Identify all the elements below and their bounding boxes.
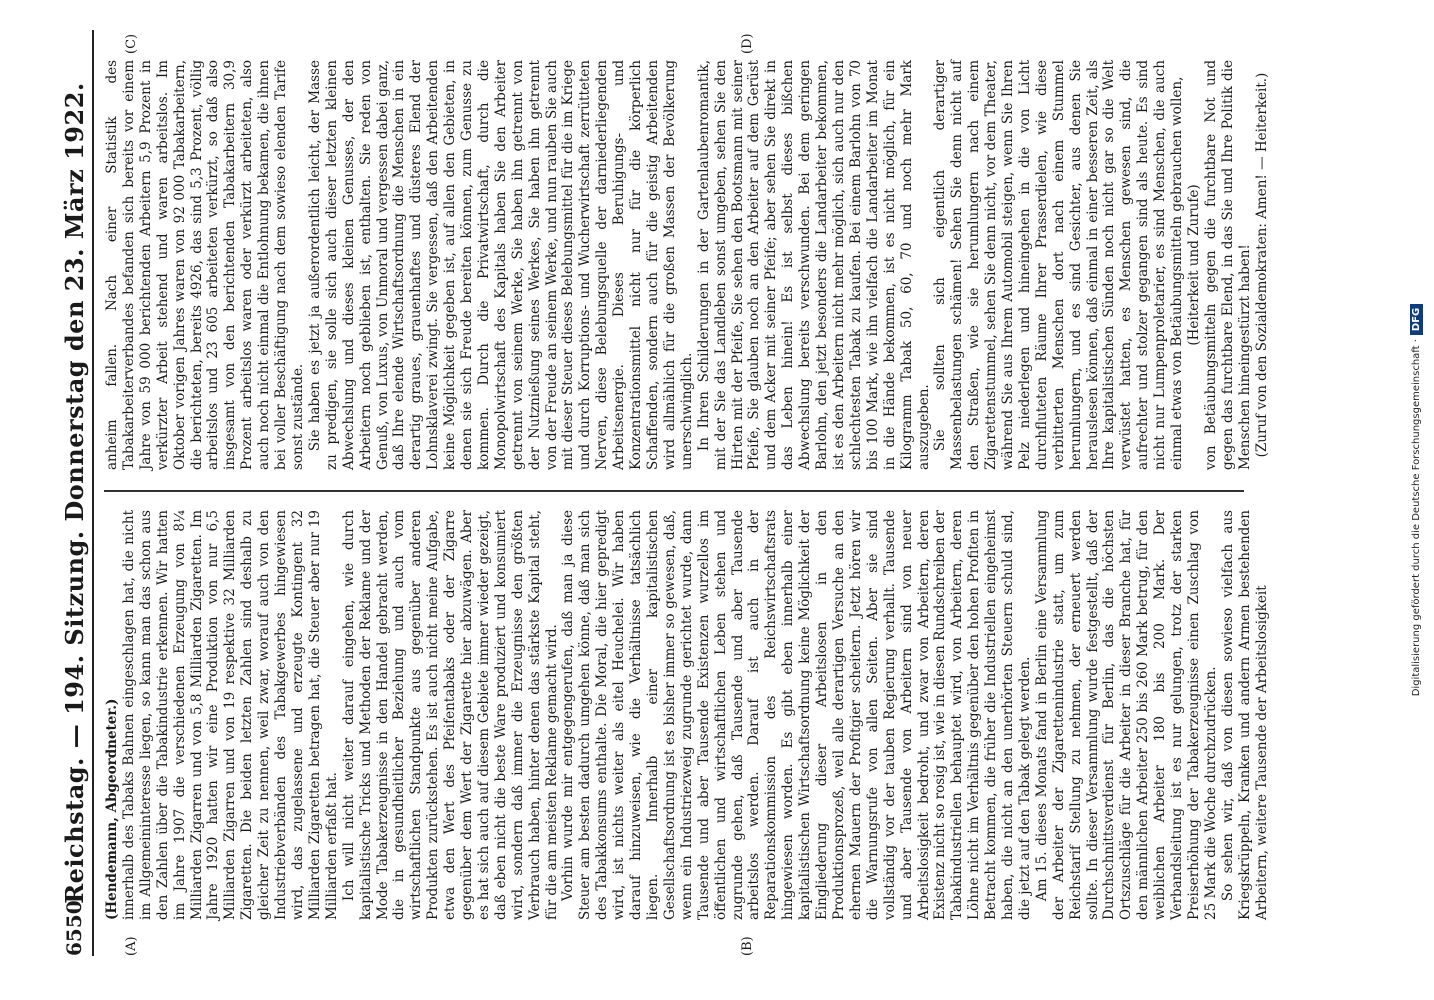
margin-marker-c: (C) — [124, 33, 139, 54]
page-header — [52, 30, 94, 956]
column-divider — [104, 490, 1244, 492]
dfg-logo: DFG — [1410, 304, 1423, 335]
left-column — [104, 510, 1270, 920]
paragraph: Am 15. dieses Monats fand in Berlin eine Versammlung der Arbeiter der Zigarettenindustrie statt, um zum Reichstarif Stellung zu nehmen, der erneuert werden sollte. In dieser Versammlung wurde festgestellt, daß der Durchschnittsverdienst für Berlin, das die höchsten Ortszuschläge für die Arbeiter in dieser Branche hat, für den männlichen Arbeiter 250 bis 260 Mark betrug, für den weiblichen Arbeiter 180 bis 200 Mark. Der Verbandsleitung ist es nur gelungen, trotz der starken Preiserhöhung der Tabakerzeugnisse einen Zuschlag von 25 Mark die Woche durchzudrücken. — [1033, 510, 1219, 920]
margin-marker-a: (A) — [124, 936, 139, 956]
page-title: Reichstag. — 194. Sitzung. Donnerstag den 23. März 1922. — [60, 82, 89, 904]
paragraph: In Ihren Schilderungen in der Gartenlaubenromantik, mit der Sie das Landleben sonst umgeben, sehen Sie den Hirten mit der Pfeife, Sie sehen den Bootsmann mit seiner Pfeife, Sie glauben noch an den Arbeiter auf dem Gerüst und dem Acker mit seiner Pfeife; aber sehen Sie direkt in das Leben hinein! Es ist selbst dieses bißchen Abwechslung bereits verschwunden. Bei dem geringen Barlohn, den jetzt besonders die Landarbeiter bekommen, ist es den Arbeitern nicht mehr möglich, sich auch nur den schlechtesten Tabak zu kaufen. Bei einem Barlohn von 70 bis 100 Mark, wie ihn vielfach die Landarbeiter im Monat in die Hände bekommen, ist es nicht möglich, für ein Kilogramm Tabak 50, 60, 70 und noch mehr Mark auszugeben. — [695, 60, 932, 470]
paragraph: Vorhin wurde mir entgegengerufen, daß man ja diese Steuer am besten dadurch umgehen könne, daß man sich des Tabakkonsums enthalte. Die Moral, die hier gepredigt wird, ist nichts weiter als eitel Heuchelei. Wir haben darauf hinzuweisen, wie die Verhältnisse tatsächlich liegen. Innerhalb einer kapitalistischen Gesellschaftsordnung ist es bisher immer so gewesen, daß, wenn ein Industriezweig zugrunde gerichtet wurde, dann Tausende und aber Tausende Existenzen wurzellos im öffentlichen und wirtschaftlichen Leben stehen und zugrunde gehen, daß Tausende und aber Tausende arbeitslos werden. Darauf ist auch in der Reparationskommission des Reichswirtschaftsrats hingewiesen worden. Es gibt eben innerhalb einer kapitalistischen Wirtschaftsordnung keine Möglichkeit der Eingliederung dieser Arbeitslosen in den Produktionsprozeß, weil alle derartigen Versuche an den ehernen Mauern der Profitgier scheitern. Jetzt hören wir die Warnungsrufe von allen Seiten. Aber sie sind vollständig vor der tauben Regierung verhallt. Tausende und aber Tausende von Arbeitern sind von neuer Arbeitslosigkeit bedroht, und zwar von Arbeitern, deren Existenz nicht so rosig ist, wie in diesen Rundschreiben der Tabakindustriellen behauptet wird, von Arbeitern, deren Löhne nicht im Verhältnis gegenüber den hohen Profiten in Betracht kommen, die früher die Industriellen eingeheimst haben, die nicht an den unerhörten Steuern schuld sind, die jetzt auf den Tabak gelegt werden. — [560, 510, 1033, 920]
interjection: (Heiterkeit und Zurufe) — [1186, 184, 1202, 346]
right-column — [104, 60, 1270, 470]
margin-marker-d: (D) — [740, 33, 755, 54]
digitization-credit — [1410, 0, 1423, 1000]
page-number: 6550 — [62, 900, 86, 956]
paragraph: innerhalb des Tabaks Bahnen eingeschlagen hat, die nicht im Allgemeininteresse liegen, so kann man das schon aus den Zahlen über die Tabakindustrie erkennen. Wir hatten im Jahre 1907 die verschiedenen Erzeugung von 8¼ Milliarden Zigarren und von 5,8 Milliarden Zigaretten. Im Jahre 1920 hatten wir eine Produktion von nur 6,5 Milliarden Zigarren und von 19 respektive 32 Milliarden Zigaretten. Die beiden letzten Zahlen sind deshalb zu gleicher Zeit zu nennen, weil zwar, worauf auch von den Industriebverbänden des Tabakgewerbes hingewiesen wird, das zugelassene und erzeugte Kontingent 32 Milliarden Zigaretten betragen hat, die Steuer aber nur 19 Milliarden erfaßt hat. — [120, 510, 340, 920]
paragraph: Sie sollten sich eigentlich derartiger Massenbelastungen schämen! Sehen Sie denn nicht auf den Straßen, wie sie herumlungern nach einem Zigarettenstummel, sehen Sie denn nicht, vor dem Theater, während Sie aus Ihrem Automobil steigen, wenn Sie Ihren Pelz niederlegen und hineingehen in die von Licht durchfluteten Räume Ihrer Prasserdielen, wie diese verbitterten Menschen dort nach einem Stummel herumlungern, und es sind Gesichter, aus denen Sie herauslesen können, daß einmal in einer besseren Zeit, als Ihre kapitalistischen Sünden noch nicht gar so die Welt verwüstet hatten, es Menschen gewesen sind, die aufrechter und stolzer gegangen sind als heute. Es sind nicht nur Lumpenproletarier, es sind Menschen, die auch einmal etwas von Betäubungsmitteln gebrauchen wollen, — [932, 60, 1186, 470]
paragraph: von Betäubungsmitteln gegen die furchtbare Not und gegen das furchtbare Elend, in das Sie und Ihre Politik die Menschen hineingestürzt haben! — [1202, 60, 1253, 470]
paragraph: anheim fallen. Nach einer Statistik des Tabakarbeiterverbandes befanden sich bereits vor einem Jahre von 59 000 berichtenden Arbeitern 5,9 Prozent in verkürzter Arbeit stehend und waren arbeitslos. Im Oktober vorigen Jahres waren von 92 000 Tabakarbeitern, die berichteten, bereits 4926, das sind 5,3 Prozent, völlig arbeitslos und 23 605 arbeiteten verkürzt, so daß also insgesamt von den berichtenden Tabakarbeitern 30,9 Prozent arbeitslos waren oder verkürzt arbeiteten, also auch noch nicht einmal die Entlohnung bekamen, die ihnen bei voller Beschäftigung nach dem sowieso elenden Tarife sonst zustände. — [104, 60, 306, 470]
interjection: (Zuruf von den Sozialdemokraten: Amen! — Heiterkeit.) — [1253, 72, 1270, 458]
paragraph: Sie haben es jetzt ja außerordentlich leicht, der Masse zu predigen, sie solle sich auch dieser letzten kleinen Abwechslung und dieses kleinen Genusses, der den Arbeitern noch geblieben ist, enthalten. Sie reden von Genuß, von Luxus, von Unmoral und vergessen dabei ganz, daß Ihre elende Wirtschaftsordnung die Menschen in ein derartig graues, grauenhaftes und düsteres Elend der Lohnsklaverei zwingt. Sie vergessen, daß den Arbeitenden keine Möglichkeit gegeben ist, auf allen den Gebieten, in denen sie sich Freude bereiten können, zum Genusse zu kommen. Durch die Privatwirtschaft, durch die Monopolwirtschaft des Kapitals haben Sie den Arbeiter getrennt von seinem Werke, Sie haben ihn getrennt von der Nutznießung seines Werkes, Sie haben ihn getrennt von der Freude an seinem Werke, und nun rauben Sie auch mit dieser Steuer dieses Belebungsmittel für die im Kriege und durch Korruptions- und Wucherwirtschaft zerrütteten Nerven, diese Belebungsquelle der darniederliegenden Arbeitsenergie. Dieses Beruhigungs- und Konzentrationsmittel nicht nur für die körperlich Schaffenden, sondern auch für die geistig Arbeitenden wird allmählich für die großen Massen der Bevölkerung unerschwinglich. — [306, 60, 695, 470]
speaker-label: (Hendemann, Abgeordneter.) — [104, 698, 120, 920]
paragraph: So sehen wir, daß von diesen sowieso vielfach aus Kriegskrüppeln, Kranken und andern Armen bestehenden Arbeitern, weitere Tausende der Arbeitslosigkeit — [1219, 510, 1270, 920]
margin-marker-b: (B) — [740, 936, 755, 956]
credit-text: Digitalisierung gefördert durch die Deutsche Forschungsgemeinschaft · — [1411, 339, 1422, 697]
paragraph: Ich will nicht weiter darauf eingehen, wie durch kapitalistische Tricks und Methoden der Reklame und der Mode Tabakerzeugnisse in den Handel gebracht werden, die in gesundheitlicher Beziehung und auch vom wirtschaftlichen Standpunkte aus gegenüber anderen Produkten zurückstehen. Es ist auch nicht meine Aufgabe, etwa den Wert des Pfeifentabaks oder der Zigarre gegenüber dem Wert der Zigarette hier abzuwägen. Aber es hat sich auch auf diesem Gebiete immer wieder gezeigt, daß eben nicht die beste Ware produziert und konsumiert wird, sondern daß immer die Erzeugnisse den größten Verbrauch haben, hinter denen das stärkste Kapital steht, für die am meisten Reklame gemacht wird. — [340, 510, 560, 920]
